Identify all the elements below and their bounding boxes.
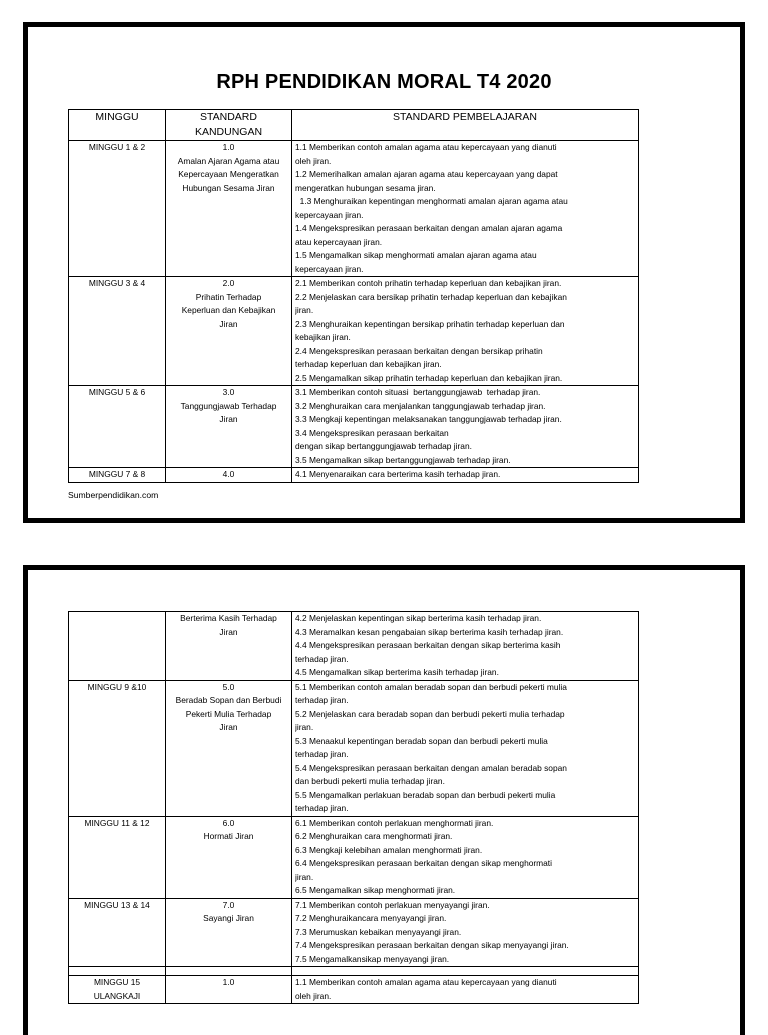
- sk-line: Kepercayaan Mengeratkan: [178, 169, 279, 179]
- sp-line: 2.1 Memberikan contoh prihatin terhadap keperluan dan kebajikan jiran.: [295, 278, 562, 288]
- sk-line: Prihatin Terhadap: [195, 291, 262, 302]
- sk-line: Jiran: [219, 414, 238, 424]
- sk-line: 2.0: [222, 278, 235, 288]
- sp-line: dengan sikap bertanggungjawab terhadap jiran.: [295, 441, 472, 451]
- sp-line: 3.2 Menghuraikan cara menjalankan tanggungjawab terhadap jiran.: [295, 400, 546, 411]
- standard-kandungan-cell: [166, 141, 292, 277]
- standard-pembelajaran-cell: [292, 386, 639, 468]
- minggu-line: ULANGKAJI: [93, 990, 141, 1001]
- standard-kandungan-cell: [166, 976, 292, 1004]
- minggu-line: MINGGU 5 & 6: [88, 387, 146, 397]
- minggu-cell: [69, 612, 166, 681]
- minggu-cell: [69, 277, 166, 386]
- sk-line: 4.0: [222, 469, 235, 479]
- sk-line: 3.0: [222, 387, 235, 397]
- sp-line: kebajikan jiran.: [295, 332, 351, 342]
- minggu-line: MINGGU 9 &10: [87, 681, 147, 692]
- document-page-2: [23, 565, 745, 1035]
- sp-line: 7.1 Memberikan contoh perlakuan menyayangi jiran.: [295, 899, 490, 910]
- sp-line: 5.5 Mengamalkan perlakuan beradab sopan dan berbudi pekerti mulia: [295, 789, 556, 800]
- sp-line: 4.1 Menyenaraikan cara berterima kasih terhadap jiran.: [295, 469, 501, 479]
- sp-line: terhadap jiran.: [295, 803, 349, 813]
- sp-line: jiran.: [295, 722, 314, 732]
- table-row: [69, 612, 639, 681]
- sp-line: 1.4 Mengekspresikan perasaan berkaitan dengan amalan ajaran agama: [295, 223, 563, 233]
- standard-pembelajaran-cell: [292, 976, 639, 1004]
- minggu-line: MINGGU 7 & 8: [88, 469, 146, 479]
- sp-line: 1.1 Memberikan contoh amalan agama atau kepercayaan yang dianuti: [295, 142, 557, 152]
- standard-pembelajaran-cell: [292, 277, 639, 386]
- header-standard-pembelajaran: STANDARD PEMBELAJARAN: [292, 110, 639, 141]
- minggu-cell: [69, 898, 166, 967]
- sp-line: terhadap jiran.: [295, 695, 349, 705]
- sk-line: Amalan Ajaran Agama atau: [177, 155, 280, 166]
- sp-line: jiran.: [295, 871, 314, 882]
- table-row: [69, 277, 639, 386]
- sp-line: 4.5 Mengamalkan sikap berterima kasih terhadap jiran.: [295, 667, 499, 677]
- sp-line: 6.1 Memberikan contoh perlakuan menghormati jiran.: [295, 817, 494, 828]
- sk-line: Berterima Kasih Terhadap: [180, 613, 277, 623]
- standard-kandungan-cell: [166, 468, 292, 483]
- empty-cell: [292, 967, 639, 976]
- sp-line: 7.3 Merumuskan kebaikan menyayangi jiran.: [295, 926, 462, 937]
- standard-kandungan-cell: [166, 612, 292, 681]
- sp-line: atau kepercayaan jiran.: [295, 236, 383, 247]
- sp-line: 3.5 Mengamalkan sikap bertanggungjawab terhadap jiran.: [295, 454, 511, 465]
- table-row: [69, 816, 639, 898]
- header-standard-kandungan: STANDARD KANDUNGAN: [166, 110, 292, 141]
- sk-line: 1.0: [222, 142, 235, 152]
- sp-line: 2.4 Mengekspresikan perasaan berkaitan dengan bersikap prihatin: [295, 345, 543, 356]
- minggu-cell: [69, 141, 166, 277]
- minggu-cell: [69, 680, 166, 816]
- sp-line: 4.2 Menjelaskan kepentingan sikap berterima kasih terhadap jiran.: [295, 613, 542, 623]
- sp-line: 2.3 Menghuraikan kepentingan bersikap prihatin terhadap keperluan dan: [295, 318, 565, 329]
- sp-line: 5.4 Mengekspresikan perasaan berkaitan dengan amalan beradab sopan: [295, 762, 567, 773]
- table-row: [69, 680, 639, 816]
- sp-line: terhadap jiran.: [295, 749, 349, 759]
- sk-line: 5.0: [222, 681, 235, 692]
- standard-kandungan-cell: [166, 680, 292, 816]
- sp-line: oleh jiran.: [295, 155, 332, 166]
- table-row: [69, 898, 639, 967]
- sp-line: terhadap jiran.: [295, 653, 349, 664]
- sp-line: 2.2 Menjelaskan cara bersikap prihatin terhadap keperluan dan kebajikan: [295, 291, 567, 302]
- standard-pembelajaran-cell: [292, 141, 639, 277]
- document-page-1: [23, 22, 745, 523]
- sp-line: 4.4 Mengekspresikan perasaan berkaitan dengan sikap berterima kasih: [295, 640, 561, 650]
- sp-line: 1.1 Memberikan contoh amalan agama atau kepercayaan yang dianuti: [295, 977, 557, 987]
- standard-kandungan-cell: [166, 898, 292, 967]
- sp-line: dan berbudi pekerti mulia terhadap jiran.: [295, 776, 445, 786]
- minggu-cell: [69, 816, 166, 898]
- standard-pembelajaran-cell: [292, 612, 639, 681]
- table-row: [69, 976, 639, 1004]
- table-row: [69, 141, 639, 277]
- sp-line: 5.3 Menaakul kepentingan beradab sopan dan berbudi pekerti mulia: [295, 735, 548, 746]
- table-row-empty: [69, 967, 639, 976]
- minggu-cell: [69, 468, 166, 483]
- sp-line: 6.4 Mengekspresikan perasaan berkaitan dengan sikap menghormati: [295, 858, 552, 868]
- sk-line: Jiran: [219, 318, 238, 329]
- minggu-cell: [69, 386, 166, 468]
- minggu-cell: [69, 976, 166, 1004]
- sp-line: 7.2 Menghuraikancara menyayangi jiran.: [295, 913, 447, 923]
- empty-cell: [166, 967, 292, 976]
- sp-line: 6.2 Menghuraikan cara menghormati jiran.: [295, 831, 453, 841]
- header-minggu: MINGGU: [69, 110, 166, 141]
- minggu-line: MINGGU 1 & 2: [88, 142, 146, 152]
- sp-line: 3.4 Mengekspresikan perasaan berkaitan: [295, 427, 449, 438]
- sk-line: Pekerti Mulia Terhadap: [185, 708, 272, 719]
- page-title: RPH PENDIDIKAN MORAL T4 2020: [216, 71, 552, 93]
- sp-line: 7.4 Mengekspresikan perasaan berkaitan dengan sikap menyayangi jiran.: [295, 940, 569, 950]
- sp-line: 7.5 Mengamalkansikap menyayangi jiran.: [295, 953, 450, 964]
- sk-line: 6.0: [222, 817, 235, 828]
- sp-line: kepercayaan jiran.: [295, 209, 364, 220]
- sk-line: Keperluan dan Kebajikan: [181, 305, 276, 315]
- sp-line: 5.1 Memberikan contoh amalan beradab sopan dan berbudi pekerti mulia: [295, 681, 567, 692]
- sk-line: Hormati Jiran: [203, 831, 254, 841]
- sk-line: Beradab Sopan dan Berbudi: [175, 695, 282, 705]
- sk-line: 7.0: [222, 899, 235, 910]
- sk-line: Hubungan Sesama Jiran: [182, 182, 275, 193]
- sp-line: terhadap keperluan dan kebajikan jiran.: [295, 359, 442, 369]
- standard-pembelajaran-cell: [292, 816, 639, 898]
- sk-line: Sayangi Jiran: [203, 913, 254, 923]
- sk-line: Tanggungjawab Terhadap: [180, 400, 277, 411]
- table-row: [69, 386, 639, 468]
- sp-line: 3.3 Mengkaji kepentingan melaksanakan tanggungjawab terhadap jiran.: [295, 414, 562, 424]
- minggu-line: MINGGU 11 & 12: [84, 817, 150, 828]
- sp-line: 1.2 Memerihalkan amalan ajaran agama atau kepercayaan yang dapat: [295, 169, 558, 179]
- sp-line: oleh jiran.: [295, 990, 332, 1001]
- sk-line: 1.0: [222, 977, 235, 987]
- standard-kandungan-cell: [166, 277, 292, 386]
- empty-cell: [69, 967, 166, 976]
- sp-line: 1.5 Mengamalkan sikap menghormati amalan ajaran agama atau: [295, 250, 537, 260]
- sp-line: 6.3 Mengkaji kelebihan amalan menghormati jiran.: [295, 844, 483, 855]
- footer-source: Sumberpendidikan.com: [68, 490, 159, 500]
- standard-kandungan-cell: [166, 816, 292, 898]
- sp-line: 6.5 Mengamalkan sikap menghormati jiran.: [295, 885, 456, 895]
- sp-line: jiran.: [295, 305, 314, 315]
- sp-line: 4.3 Meramalkan kesan pengabaian sikap berterima kasih terhadap jiran.: [295, 626, 564, 637]
- standard-pembelajaran-cell: [292, 680, 639, 816]
- table-header-row: [69, 110, 639, 141]
- sp-line: 1.3 Menghuraikan kepentingan menghormati amalan ajaran agama atau: [295, 196, 568, 206]
- minggu-line: MINGGU 3 & 4: [88, 278, 146, 288]
- standard-pembelajaran-cell: [292, 898, 639, 967]
- sk-line: Jiran: [219, 722, 238, 732]
- rph-table: [68, 109, 639, 483]
- sp-line: 2.5 Mengamalkan sikap prihatin terhadap keperluan dan kebajikan jiran.: [295, 372, 563, 383]
- sk-line: Jiran: [219, 626, 238, 637]
- minggu-line: MINGGU 13 & 14: [84, 899, 150, 910]
- table-row: [69, 468, 639, 483]
- sp-line: 5.2 Menjelaskan cara beradab sopan dan berbudi pekerti mulia terhadap: [295, 708, 565, 719]
- standard-pembelajaran-cell: [292, 468, 639, 483]
- rph-table-continued: [68, 611, 639, 1004]
- sp-line: 3.1 Memberikan contoh situasi bertanggungjawab terhadap jiran.: [295, 387, 541, 397]
- standard-kandungan-cell: [166, 386, 292, 468]
- sp-line: mengeratkan hubungan sesama jiran.: [295, 182, 436, 193]
- minggu-line: MINGGU 15: [93, 977, 141, 987]
- sp-line: kepercayaan jiran.: [295, 263, 364, 274]
